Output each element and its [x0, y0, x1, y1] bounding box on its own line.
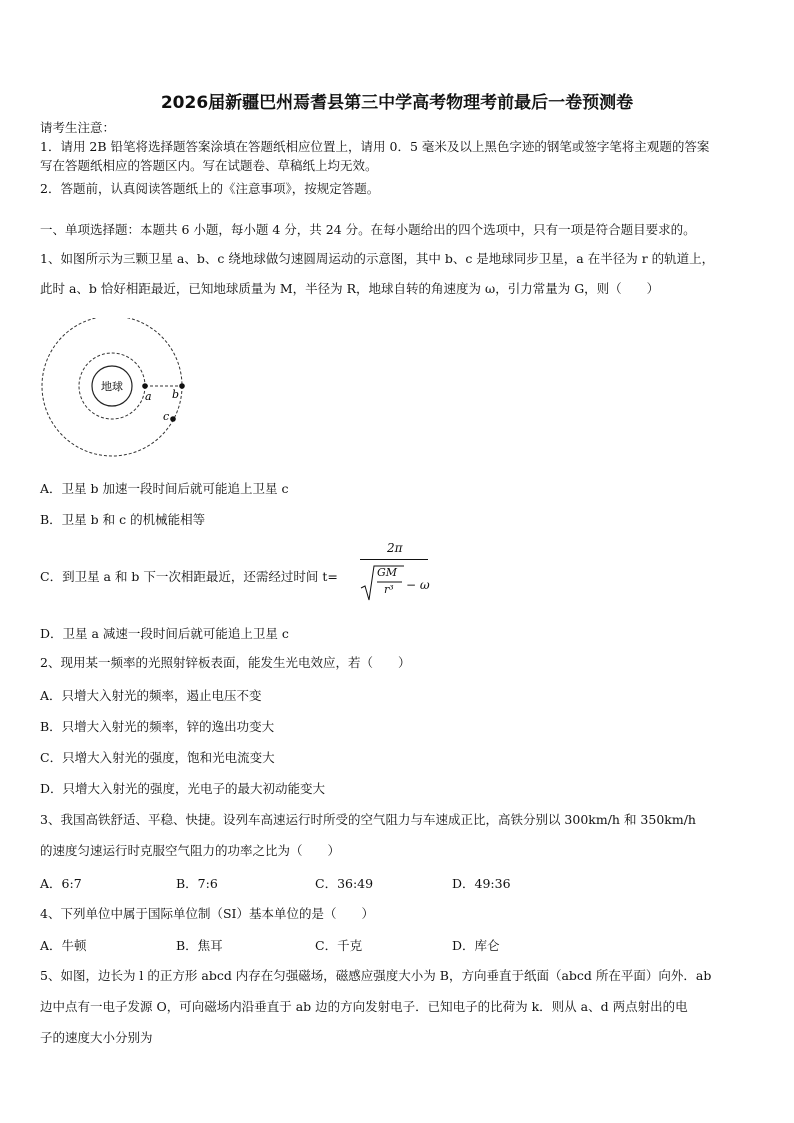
notice-line-2: 2．答题前，认真阅读答题纸上的《注意事项》，按规定答题。 — [40, 181, 380, 196]
q2-option-c: C．只增大入射光的强度，饱和光电流变大 — [40, 750, 275, 765]
label-b: b — [172, 388, 180, 401]
notice-line-1a: 1．请用 2B 铅笔将选择题答案涂填在答题纸相应位置上，请用 0．5 毫米及以上黑色字迹的钢笔或签字笔将主观题的答案 — [40, 139, 710, 154]
q4-option-a: A．牛顿 — [40, 938, 87, 953]
formula-numerator: 2π — [387, 541, 403, 555]
q3-stem-line-2: 的速度匀速运行时克服空气阻力的功率之比为（ ） — [40, 843, 341, 858]
q4-option-d: D．库仑 — [452, 938, 500, 953]
notice-heading: 请考生注意： — [40, 120, 116, 135]
formula-gm: GM — [377, 566, 398, 579]
q2-option-a: A．只增大入射光的频率，遏止电压不变 — [40, 688, 262, 703]
notice-line-1b: 写在答题纸相应的答题区内。写在试题卷、草稿纸上均无效。 — [40, 158, 378, 173]
q1-option-b: B．卫星 b 和 c 的机械能相等 — [40, 512, 206, 527]
q1-option-a: A．卫星 b 加速一段时间后就可能追上卫星 c — [40, 481, 289, 496]
q2-option-b: B．只增大入射光的频率，锌的逸出功变大 — [40, 719, 275, 734]
satellite-orbit-figure — [38, 318, 198, 458]
q1-option-d: D．卫星 a 减速一段时间后就可能追上卫星 c — [40, 626, 289, 641]
q1-option-c: C．到卫星 a 和 b 下一次相距最近，还需经过时间 t= — [40, 569, 338, 584]
q4-stem: 4、下列单位中属于国际单位制（SI）基本单位的是（ ） — [40, 906, 374, 921]
earth-label: 地球 — [101, 380, 123, 393]
q1-stem-line-1: 1、如图所示为三颗卫星 a、b、c 绕地球做匀速圆周运动的示意图，其中 b、c 是地球同步卫星，a 在半径为 r 的轨道上， — [40, 251, 715, 266]
label-a: a — [145, 390, 152, 403]
q5-stem-line-3: 子的速度大小分别为 — [40, 1030, 153, 1045]
q3-option-d: D．49:36 — [452, 876, 511, 891]
satellite-a — [142, 383, 148, 389]
q3-stem-line-1: 3、我国高铁舒适、平稳、快捷。设列车高速运行时所受的空气阻力与车速成正比，高铁分别以 300km/h 和 350km/h — [40, 812, 696, 827]
q5-stem-line-2: 边中点有一电子发源 O，可向磁场内沿垂直于 ab 边的方向发射电子．已知电子的比荷为 k．则从 a、d 两点射出的电 — [40, 999, 688, 1014]
q2-option-d: D．只增大入射光的强度，光电子的最大初动能变大 — [40, 781, 326, 796]
q1-stem-line-2: 此时 a、b 恰好相距最近，已知地球质量为 M，半径为 R，地球自转的角速度为 ω，引力常量为 G，则（ ） — [40, 281, 660, 296]
q4-option-c: C．千克 — [315, 938, 363, 953]
q3-option-b: B．7:6 — [176, 876, 218, 891]
fraction-bar — [360, 559, 428, 560]
formula-minus-omega: − ω — [406, 578, 430, 592]
label-c: c — [163, 410, 170, 423]
page-title: 2026届新疆巴州焉耆县第三中学高考物理考前最后一卷预测卷 — [160, 93, 634, 113]
formula-r3: r³ — [384, 583, 394, 596]
q2-stem: 2、现用某一频率的光照射锌板表面，能发生光电效应，若（ ） — [40, 655, 411, 670]
satellite-c — [170, 416, 176, 422]
satellite-b — [179, 383, 185, 389]
q4-option-b: B．焦耳 — [176, 938, 223, 953]
section-heading: 一、单项选择题：本题共 6 小题，每小题 4 分，共 24 分。在每小题给出的四个选项中，只有一项是符合题目要求的。 — [40, 222, 696, 237]
q5-stem-line-1: 5、如图，边长为 l 的正方形 abcd 内存在匀强磁场，磁感应强度大小为 B，方向垂直于纸面（abcd 所在平面）向外．ab — [40, 968, 712, 983]
q3-option-c: C．36:49 — [315, 876, 374, 891]
q3-option-a: A．6:7 — [40, 876, 82, 891]
